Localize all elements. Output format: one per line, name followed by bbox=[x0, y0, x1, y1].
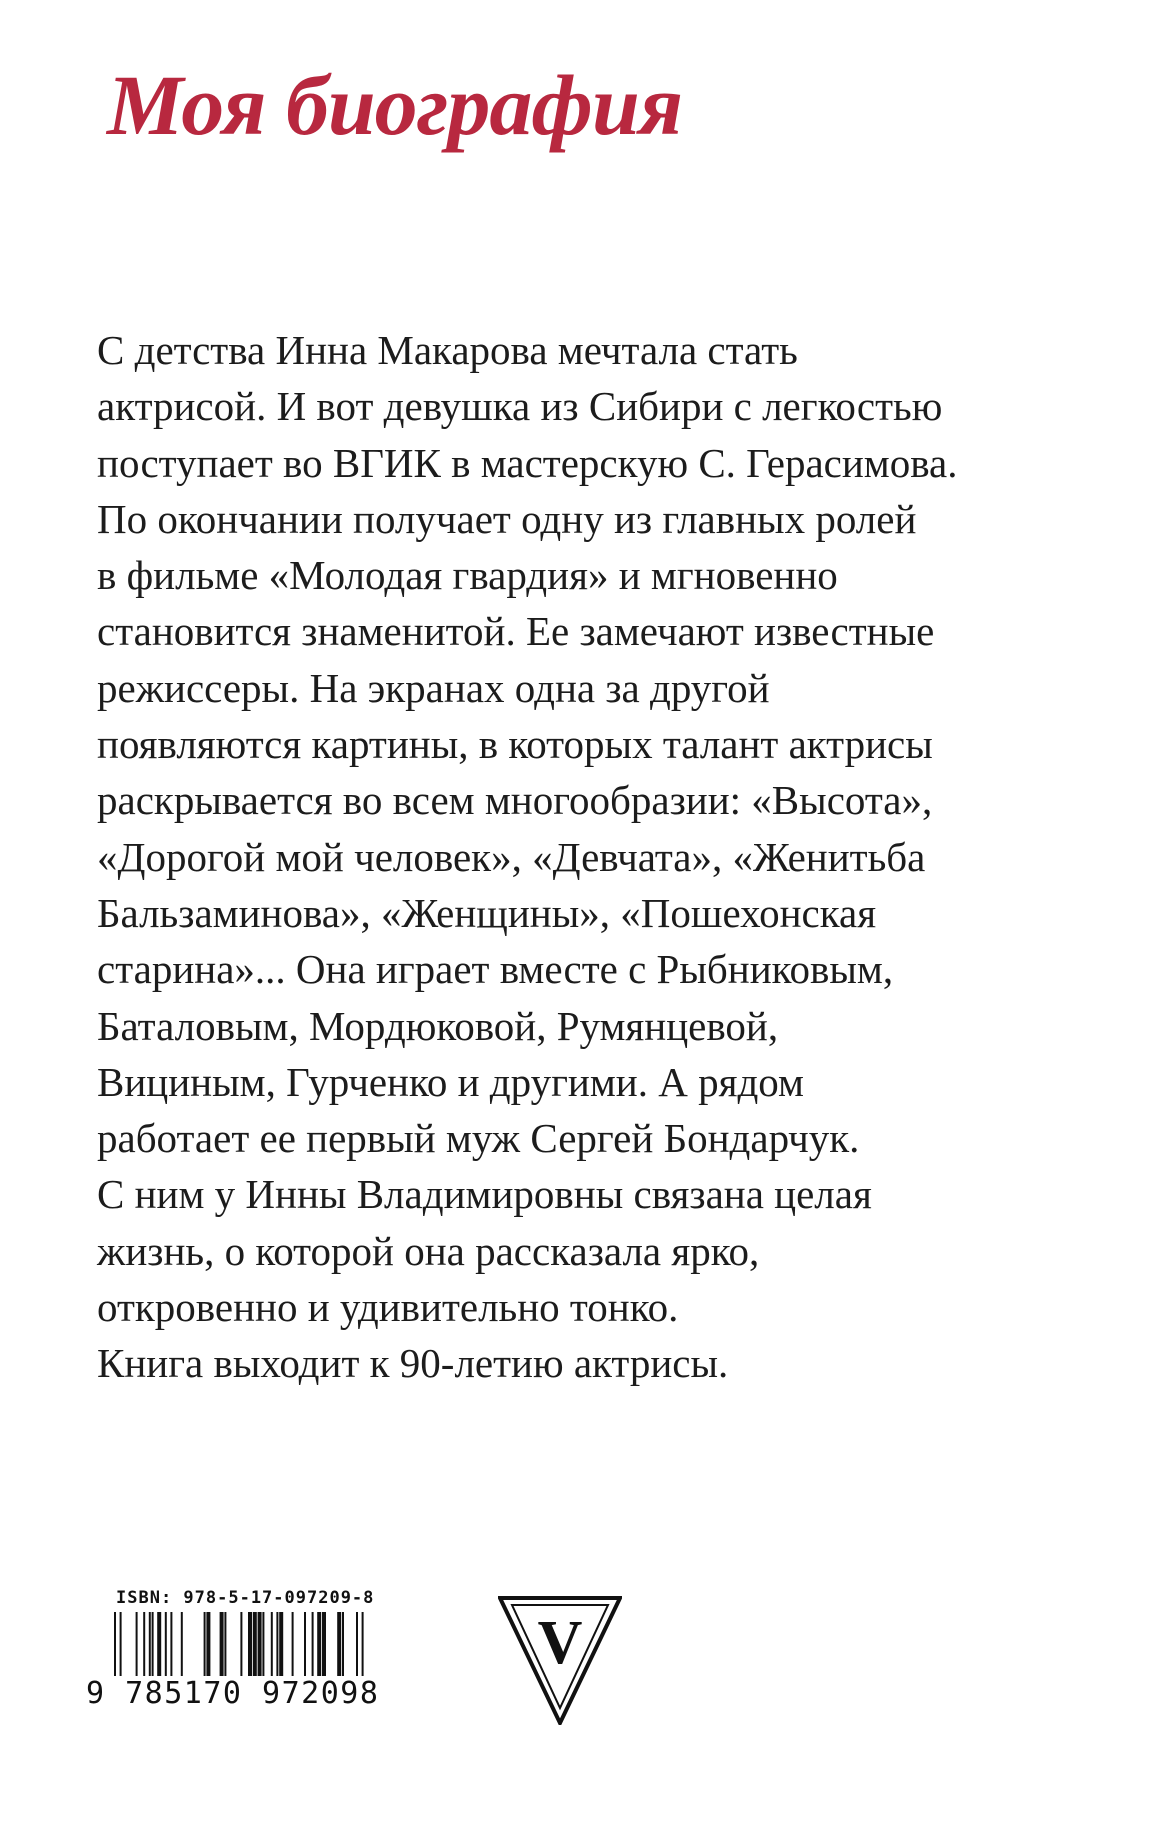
annotation-line: в фильме «Молодая гвардия» и мгновенно bbox=[97, 552, 838, 599]
annotation-line: появляются картины, в которых талант актрисы bbox=[97, 721, 933, 768]
book-annotation bbox=[97, 322, 997, 1392]
annotation-line: С детства Инна Макарова мечтала стать bbox=[97, 327, 798, 373]
annotation-line: откровенно и удивительно тонко. bbox=[97, 1284, 679, 1331]
logo-letter: V bbox=[537, 1609, 583, 1677]
annotation-line: Баталовым, Мордюковой, Румянцевой, bbox=[97, 1002, 779, 1049]
annotation-line: По окончании получает одну из главных ролей bbox=[97, 495, 917, 542]
annotation-line: старина»... Она играет вместе с Рыбниковым, bbox=[97, 946, 894, 993]
annotation-line: режиссеры. На экранах одна за другой bbox=[97, 664, 770, 711]
annotation-line: работает ее первый муж Сергей Бондарчук. bbox=[97, 1115, 860, 1162]
annotation-line: поступает во ВГИК в мастерскую С. Герасимова. bbox=[97, 439, 958, 486]
annotation-line: становится знаменитой. Ее замечают известные bbox=[97, 608, 935, 655]
annotation-line: «Дорогой мой человек», «Девчата», «Женитьба bbox=[97, 833, 926, 880]
annotation-line: Бальзаминова», «Женщины», «Пошехонская bbox=[97, 889, 877, 936]
annotation-line: С ним у Инны Владимировны связана целая bbox=[97, 1171, 872, 1218]
annotation-line: раскрывается во всем многообразии: «Высота», bbox=[97, 777, 933, 824]
annotation-line: Вициным, Гурченко и другими. А рядом bbox=[97, 1058, 804, 1105]
triangle-v-logo-icon bbox=[498, 1595, 622, 1725]
series-title: Моя биография bbox=[107, 57, 683, 153]
barcode-digits: 9 785170 972098 bbox=[86, 1676, 380, 1711]
isbn-barcode bbox=[86, 1588, 396, 1728]
annotation-line: жизнь, о которой она рассказала ярко, bbox=[97, 1227, 760, 1274]
annotation-line: Книга выходит к 90-летию актрисы. bbox=[97, 1340, 729, 1387]
isbn-number: ISBN: 978-5-17-097209-8 bbox=[116, 1588, 375, 1608]
annotation-line: актрисой. И вот девушка из Сибири с легкостью bbox=[97, 383, 943, 430]
